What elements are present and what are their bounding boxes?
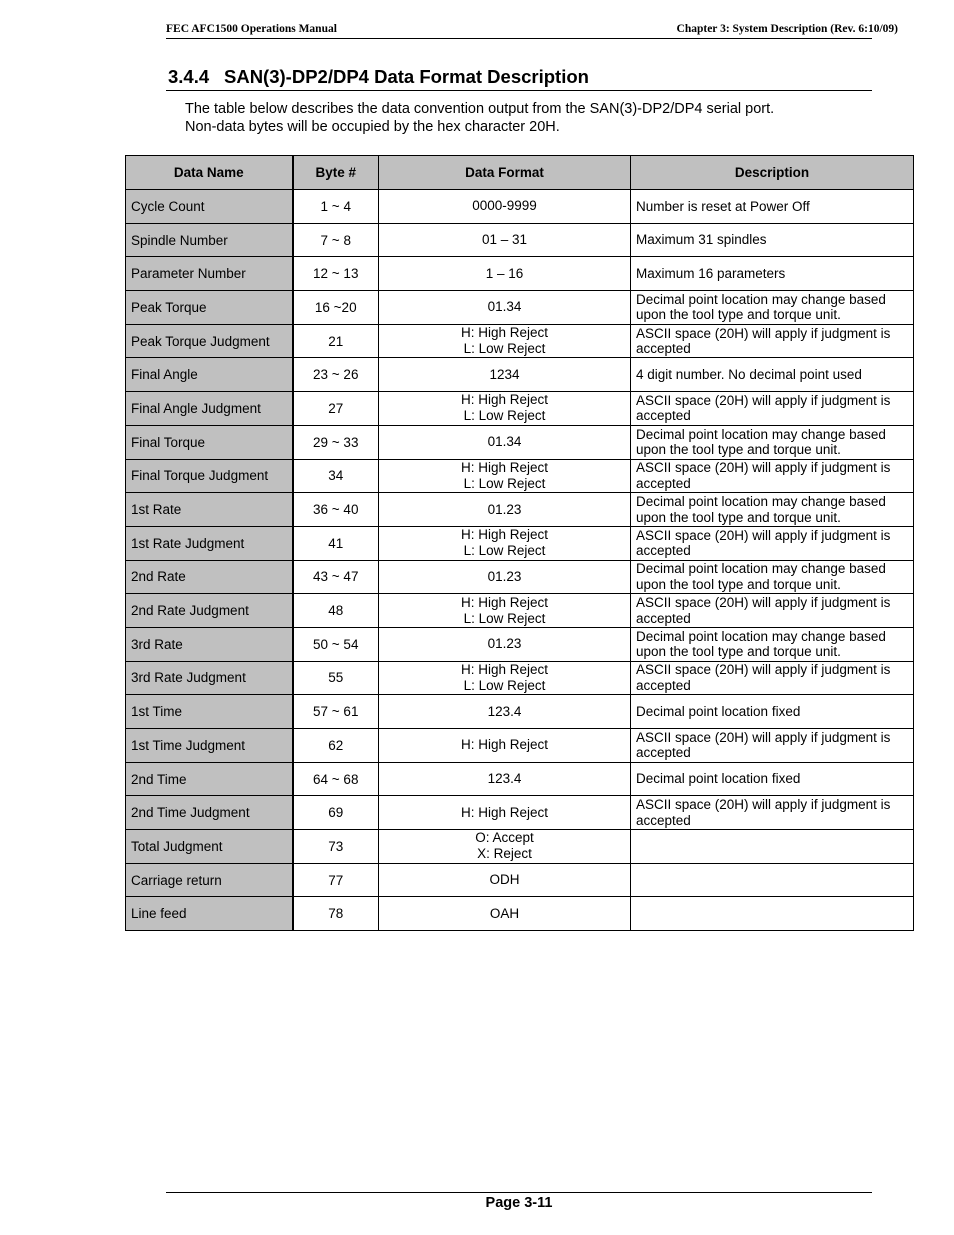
cell-data-format — [379, 729, 631, 763]
cell-description: ASCII space (20H) will apply if judgment is accepted — [631, 392, 914, 426]
table-row — [126, 695, 914, 729]
cell-byte: 27 — [293, 392, 379, 426]
format-line: 01.34 — [487, 434, 522, 450]
table-row — [126, 796, 914, 830]
format-line: X: Reject — [477, 846, 532, 862]
cell-description: Decimal point location fixed — [631, 695, 914, 729]
intro-line-2: Non-data bytes will be occupied by the hex character 20H. — [185, 119, 560, 135]
format-line: L: Low Reject — [463, 475, 546, 491]
table-row — [126, 425, 914, 459]
table-row — [126, 493, 914, 527]
cell-description: ASCII space (20H) will apply if judgment is accepted — [631, 594, 914, 628]
cell-byte: 12 ~ 13 — [293, 257, 379, 291]
cell-byte: 69 — [293, 796, 379, 830]
cell-data-format — [379, 257, 631, 291]
cell-description — [631, 897, 914, 931]
cell-data-format — [379, 324, 631, 358]
cell-description: Decimal point location may change based upon the tool type and torque unit. — [631, 560, 914, 594]
format-line: L: Low Reject — [463, 543, 546, 559]
format-line: H: High Reject — [460, 804, 549, 820]
cell-description: Number is reset at Power Off — [631, 190, 914, 224]
format-line: H: High Reject — [460, 737, 549, 753]
table-row — [126, 257, 914, 291]
cell-data-format — [379, 594, 631, 628]
cell-data-format — [379, 661, 631, 695]
format-line: 123.4 — [487, 703, 522, 719]
cell-description — [631, 863, 914, 897]
format-line: 1234 — [489, 366, 520, 382]
cell-description: Decimal point location fixed — [631, 762, 914, 796]
cell-byte: 16 ~20 — [293, 291, 379, 325]
format-line: 123.4 — [487, 771, 522, 787]
format-line: 0000-9999 — [472, 198, 537, 214]
format-line: OAH — [489, 905, 520, 921]
cell-byte: 21 — [293, 324, 379, 358]
column-header-data-format: Data Format — [379, 156, 631, 190]
table-row — [126, 729, 914, 763]
cell-description: ASCII space (20H) will apply if judgment is accepted — [631, 729, 914, 763]
cell-data-name: 2nd Time Judgment — [126, 796, 293, 830]
page-number: Page 3-11 — [485, 1195, 553, 1211]
cell-data-name: Final Torque Judgment — [126, 459, 293, 493]
table-row — [126, 324, 914, 358]
cell-byte: 73 — [293, 830, 379, 864]
section-title: SAN(3)-DP2/DP4 Data Format Description — [224, 66, 589, 87]
intro-paragraph — [185, 100, 885, 136]
cell-data-name: Cycle Count — [126, 190, 293, 224]
format-line: L: Low Reject — [463, 677, 546, 693]
cell-data-name: Final Torque — [126, 425, 293, 459]
table-row — [126, 830, 914, 864]
cell-description: Decimal point location may change based upon the tool type and torque unit. — [631, 493, 914, 527]
running-header — [166, 22, 898, 39]
cell-byte: 36 ~ 40 — [293, 493, 379, 527]
cell-data-format — [379, 190, 631, 224]
format-line: 01 – 31 — [481, 232, 528, 248]
cell-data-name: Final Angle — [126, 358, 293, 392]
table-row — [126, 459, 914, 493]
cell-byte: 77 — [293, 863, 379, 897]
table-row — [126, 358, 914, 392]
section-heading — [166, 66, 872, 91]
cell-data-format — [379, 493, 631, 527]
table-row — [126, 897, 914, 931]
header-chapter-title: Chapter 3: System Description (Rev. 6:10/09) — [676, 23, 898, 35]
format-line: 01.23 — [487, 636, 522, 652]
format-line: L: Low Reject — [463, 408, 546, 424]
cell-byte: 23 ~ 26 — [293, 358, 379, 392]
cell-description: Maximum 16 parameters — [631, 257, 914, 291]
table-row — [126, 627, 914, 661]
cell-data-format — [379, 358, 631, 392]
cell-byte: 43 ~ 47 — [293, 560, 379, 594]
cell-data-name: 2nd Rate — [126, 560, 293, 594]
cell-description: 4 digit number. No decimal point used — [631, 358, 914, 392]
format-line: ODH — [489, 872, 520, 888]
table-row — [126, 560, 914, 594]
format-line: 01.23 — [487, 568, 522, 584]
cell-description — [631, 830, 914, 864]
cell-byte: 50 ~ 54 — [293, 627, 379, 661]
section-number: 3.4.4 — [168, 66, 210, 87]
format-line: H: High Reject — [460, 527, 549, 543]
cell-data-format — [379, 459, 631, 493]
format-line: L: Low Reject — [463, 610, 546, 626]
format-line: H: High Reject — [460, 459, 549, 475]
cell-byte: 29 ~ 33 — [293, 425, 379, 459]
cell-description: ASCII space (20H) will apply if judgment is accepted — [631, 796, 914, 830]
cell-description: Decimal point location may change based upon the tool type and torque unit. — [631, 291, 914, 325]
cell-byte: 7 ~ 8 — [293, 223, 379, 257]
cell-data-name: Line feed — [126, 897, 293, 931]
cell-data-format — [379, 560, 631, 594]
format-line: H: High Reject — [460, 325, 549, 341]
cell-byte: 78 — [293, 897, 379, 931]
cell-byte: 57 ~ 61 — [293, 695, 379, 729]
header-manual-title: FEC AFC1500 Operations Manual — [166, 23, 337, 35]
cell-data-name: 1st Time Judgment — [126, 729, 293, 763]
cell-data-name: Total Judgment — [126, 830, 293, 864]
table-row — [126, 594, 914, 628]
table-header-row — [126, 156, 914, 190]
cell-data-format — [379, 897, 631, 931]
cell-data-name: 1st Rate Judgment — [126, 526, 293, 560]
cell-byte: 62 — [293, 729, 379, 763]
cell-byte: 41 — [293, 526, 379, 560]
table-row — [126, 392, 914, 426]
cell-description: Decimal point location may change based upon the tool type and torque unit. — [631, 627, 914, 661]
cell-description: Maximum 31 spindles — [631, 223, 914, 257]
page-footer — [166, 1192, 872, 1211]
intro-line-1: The table below describes the data convention output from the SAN(3)-DP2/DP4 serial port. — [185, 101, 775, 117]
cell-description: ASCII space (20H) will apply if judgment is accepted — [631, 324, 914, 358]
cell-data-name: Spindle Number — [126, 223, 293, 257]
cell-data-format — [379, 392, 631, 426]
cell-description: Decimal point location may change based upon the tool type and torque unit. — [631, 425, 914, 459]
cell-data-name: 1st Rate — [126, 493, 293, 527]
cell-data-name: 1st Time — [126, 695, 293, 729]
cell-byte: 34 — [293, 459, 379, 493]
cell-byte: 55 — [293, 661, 379, 695]
cell-byte: 64 ~ 68 — [293, 762, 379, 796]
format-line: O: Accept — [475, 830, 534, 846]
table-row — [126, 223, 914, 257]
format-line: L: Low Reject — [463, 341, 546, 357]
format-line: 01.34 — [487, 299, 522, 315]
column-header-description: Description — [631, 156, 914, 190]
table-row — [126, 863, 914, 897]
table-row — [126, 291, 914, 325]
cell-description: ASCII space (20H) will apply if judgment is accepted — [631, 661, 914, 695]
cell-data-name: 2nd Rate Judgment — [126, 594, 293, 628]
format-line: 1 – 16 — [485, 265, 524, 281]
cell-data-format — [379, 796, 631, 830]
format-line: H: High Reject — [460, 392, 549, 408]
cell-byte: 48 — [293, 594, 379, 628]
column-header-byte: Byte # — [293, 156, 379, 190]
cell-data-name: Peak Torque Judgment — [126, 324, 293, 358]
cell-data-name: Parameter Number — [126, 257, 293, 291]
cell-data-format — [379, 526, 631, 560]
table-row — [126, 526, 914, 560]
cell-data-name: Peak Torque — [126, 291, 293, 325]
format-line: 01.23 — [487, 501, 522, 517]
cell-data-format — [379, 830, 631, 864]
cell-description: ASCII space (20H) will apply if judgment is accepted — [631, 526, 914, 560]
cell-data-format — [379, 762, 631, 796]
cell-data-format — [379, 627, 631, 661]
table-body — [126, 190, 914, 931]
cell-data-name: 2nd Time — [126, 762, 293, 796]
cell-data-format — [379, 425, 631, 459]
format-line: H: High Reject — [460, 594, 549, 610]
cell-data-name: Final Angle Judgment — [126, 392, 293, 426]
table-row — [126, 762, 914, 796]
table-row — [126, 661, 914, 695]
cell-data-format — [379, 223, 631, 257]
table-row — [126, 190, 914, 224]
cell-data-format — [379, 863, 631, 897]
cell-data-format — [379, 291, 631, 325]
cell-data-name: 3rd Rate — [126, 627, 293, 661]
cell-data-name: 3rd Rate Judgment — [126, 661, 293, 695]
cell-byte: 1 ~ 4 — [293, 190, 379, 224]
column-header-data-name: Data Name — [126, 156, 293, 190]
cell-data-name: Carriage return — [126, 863, 293, 897]
cell-data-format — [379, 695, 631, 729]
cell-description: ASCII space (20H) will apply if judgment is accepted — [631, 459, 914, 493]
data-format-table — [125, 155, 914, 931]
format-line: H: High Reject — [460, 661, 549, 677]
